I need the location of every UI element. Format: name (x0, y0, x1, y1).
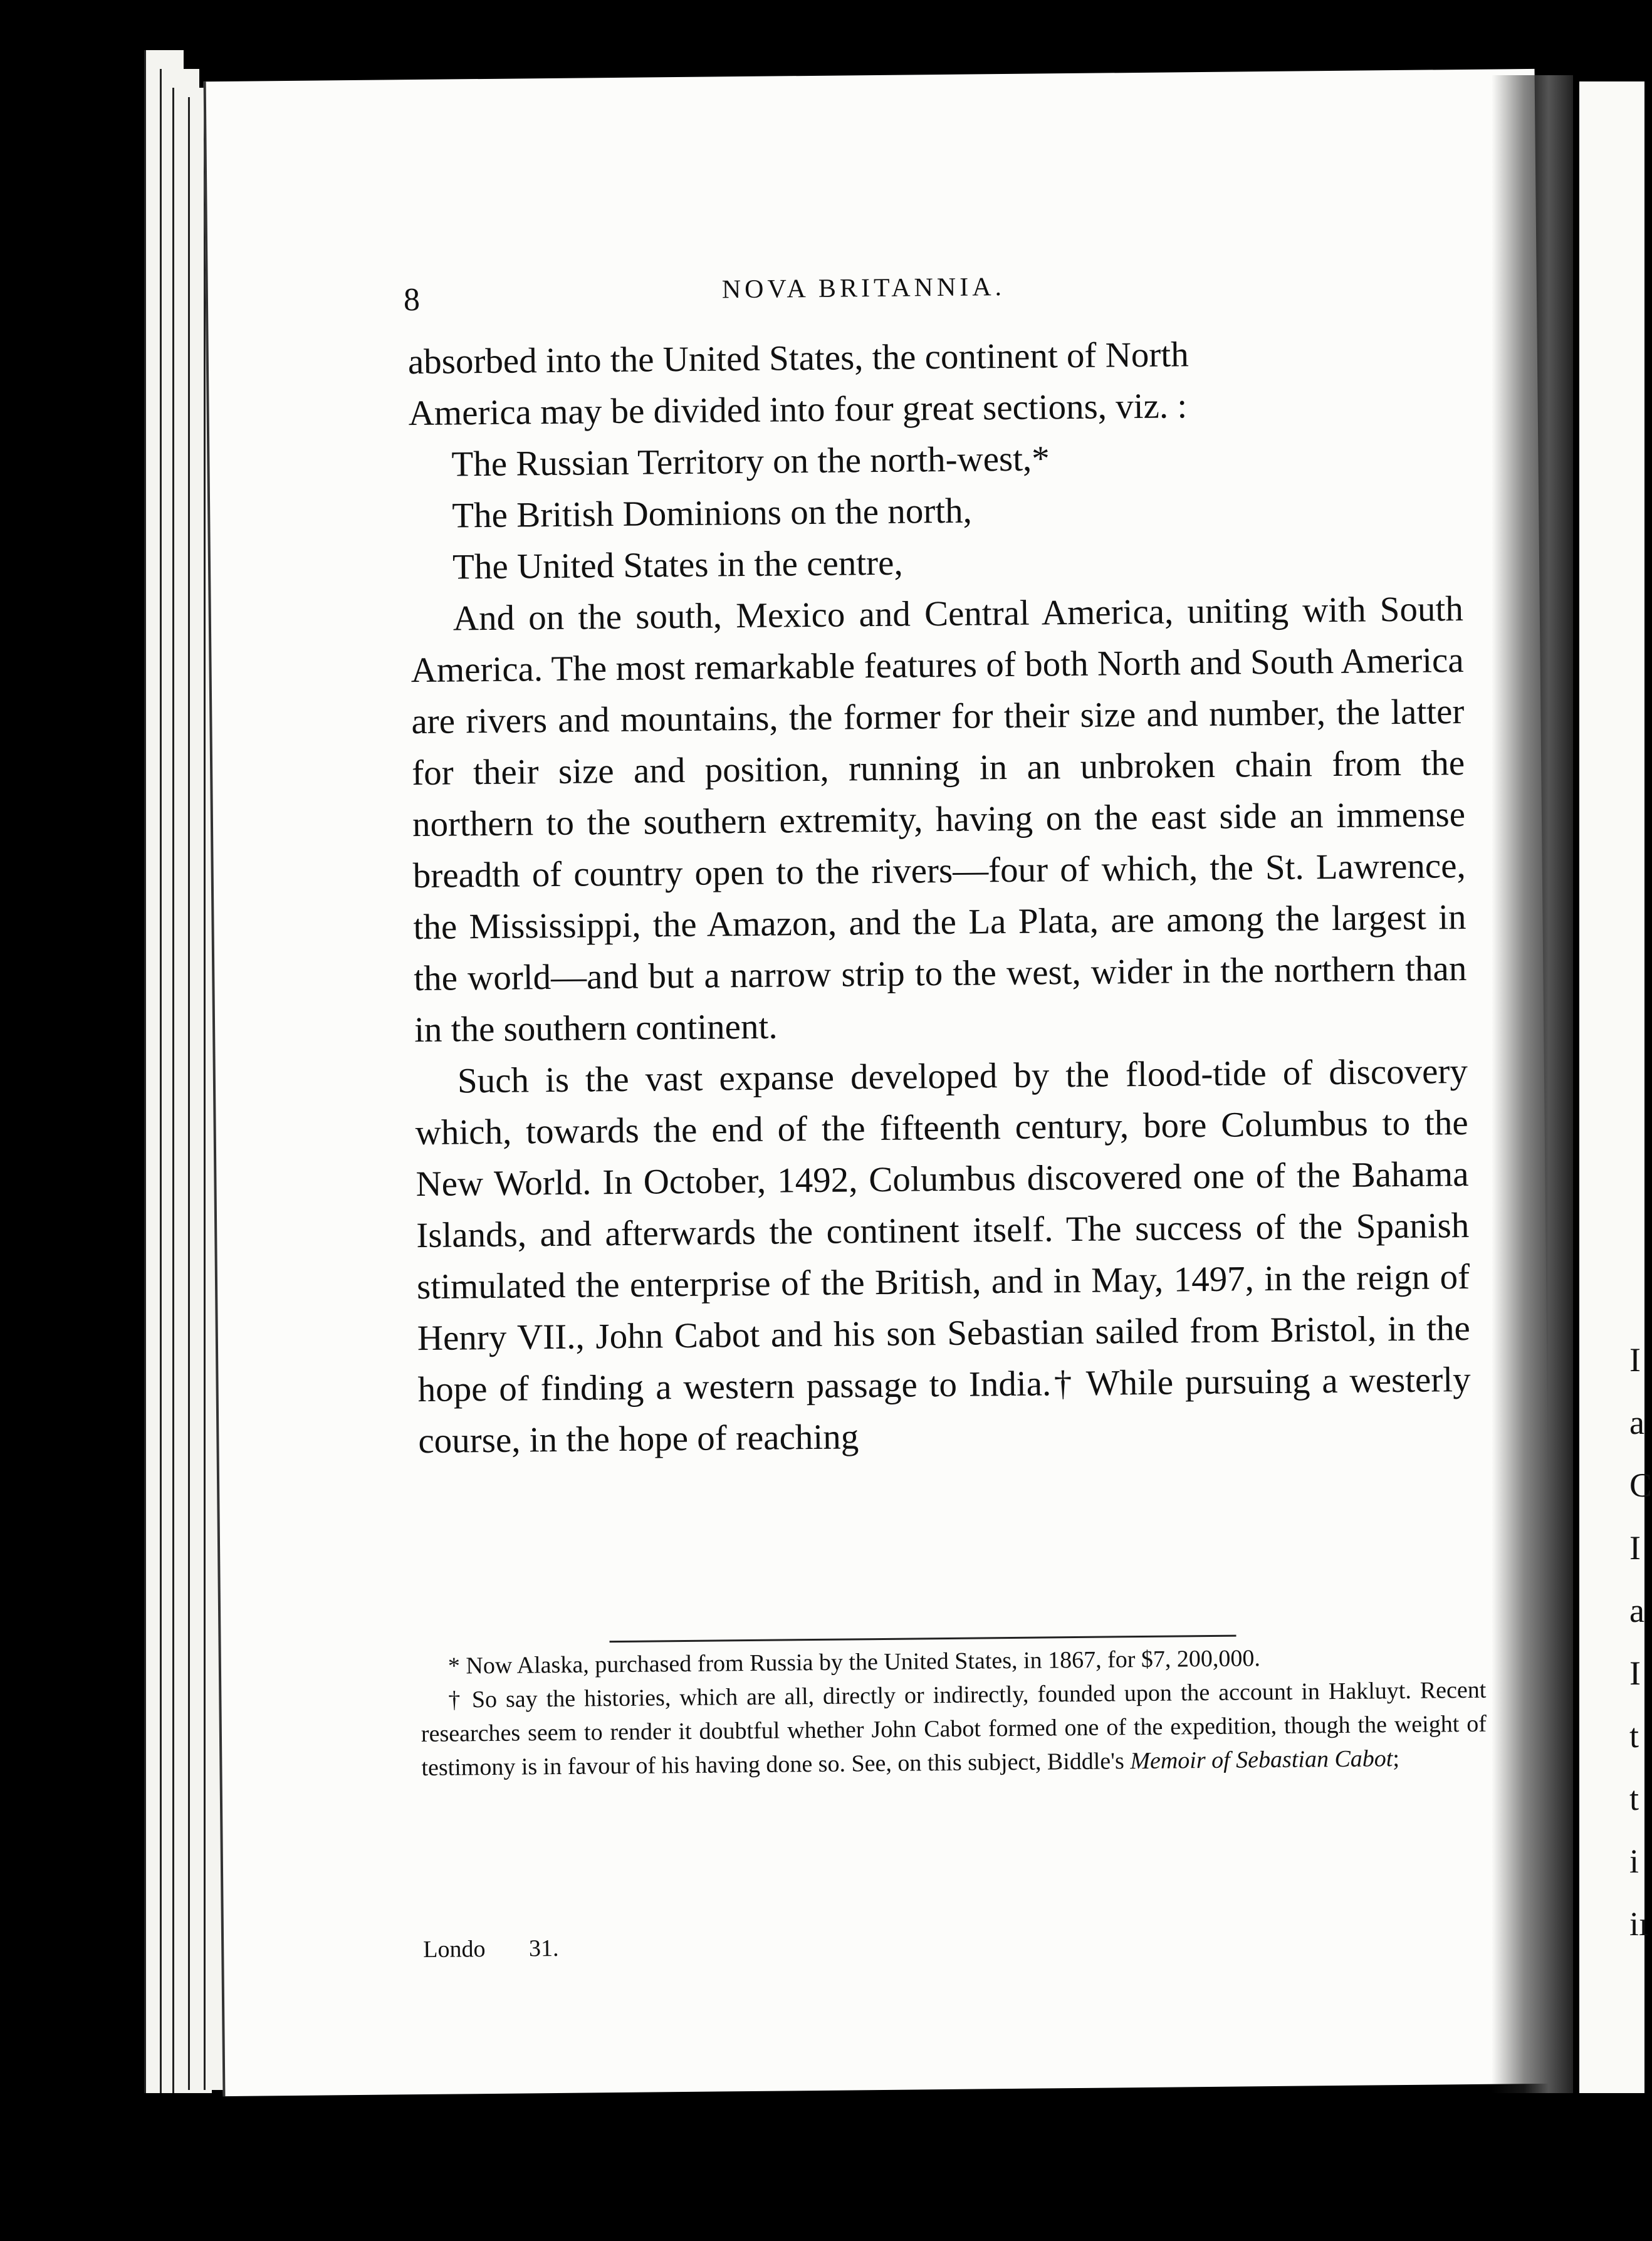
footnotes (421, 1639, 1487, 1785)
paragraph: Such is the vast expanse developed by the flood-tide of discovery which, towards the end of the fifteenth century, bore Columbus to the New World. In October, 1492, Columbus discovered one of the Bahama Islands, and afterwards the continent itself. The success of the Spanish stimulated the enterprise of the British, and in May, 1497, in the reign of Henry VII., John Cabot and his son Sebastian sailed from Bristol, in the hope of finding a western passage to India.† While pursuing a westerly course, in the hope of reaching (415, 1051, 1471, 1461)
imprint-year: 31. (528, 1935, 559, 1962)
gutter-shadow (1492, 75, 1573, 2093)
adjacent-letter: I (1629, 1654, 1641, 1692)
adjacent-letter: i (1629, 1842, 1639, 1880)
footnote-text: † So say the histories, which are all, directly or indirectly, founded upon the account in Hakluyt. Recent researches seem to render it doubtful whether John Cabot formed one of the expedition, though the weight of testimony is in favour of his having done so. See, on this subject, Biddle's (421, 1676, 1487, 1782)
adjacent-letter: iı (1629, 1905, 1649, 1943)
adjacent-letter: a (1629, 1592, 1644, 1629)
list-item: The United States in the centre, (452, 543, 903, 587)
list-item: The British Dominions on the north, (451, 491, 973, 536)
paragraph-line: America may be divided into four great sections, viz. : (408, 386, 1188, 434)
body-text (408, 326, 1472, 1467)
footnote (421, 1673, 1487, 1785)
paragraph: And on the south, Mexico and Central America, uniting with South America. The most remarkable features of both North and South America are rivers and mountains, the former for their size and number, the latter for their size and position, running in an unbroken chain from the northern to the southern extremity, having on the east side an immense breadth of country open to the rivers—four of which, the St. Lawrence, the Mississippi, the Amazon, and the La Plata, are among the largest in the world—and but a narrow strip to the west, wider in the northern than in the southern continent. (410, 589, 1467, 1050)
imprint-place: Londo (423, 1936, 486, 1963)
adjacent-letter: t (1629, 1780, 1639, 1817)
running-head: NOVA BRITANNIA. (721, 273, 1006, 305)
adjacent-letter: C (1629, 1466, 1652, 1504)
page-number: 8 (403, 281, 421, 318)
paragraph-line: absorbed into the United States, the continent of North (407, 335, 1189, 382)
list-item: The Russian Territory on the north-west,* (451, 439, 1050, 484)
footnote-imprint (423, 1935, 559, 1963)
adjacent-letter: a (1629, 1404, 1644, 1441)
footnote: * Now Alaska, purchased from Russia by the United States, in 1867, for $7, 200,000. (447, 1645, 1261, 1679)
adjacent-page-letters (1629, 1329, 1652, 1955)
adjacent-letter: I (1629, 1529, 1641, 1567)
footnote-book-title: Memoir of Sebastian Cabot (1130, 1745, 1393, 1775)
footnote-rule (610, 1635, 1236, 1643)
adjacent-letter: t (1629, 1717, 1639, 1755)
book-page (204, 69, 1554, 2096)
adjacent-letter: I (1629, 1341, 1641, 1379)
footnote-text: ; (1393, 1745, 1400, 1772)
